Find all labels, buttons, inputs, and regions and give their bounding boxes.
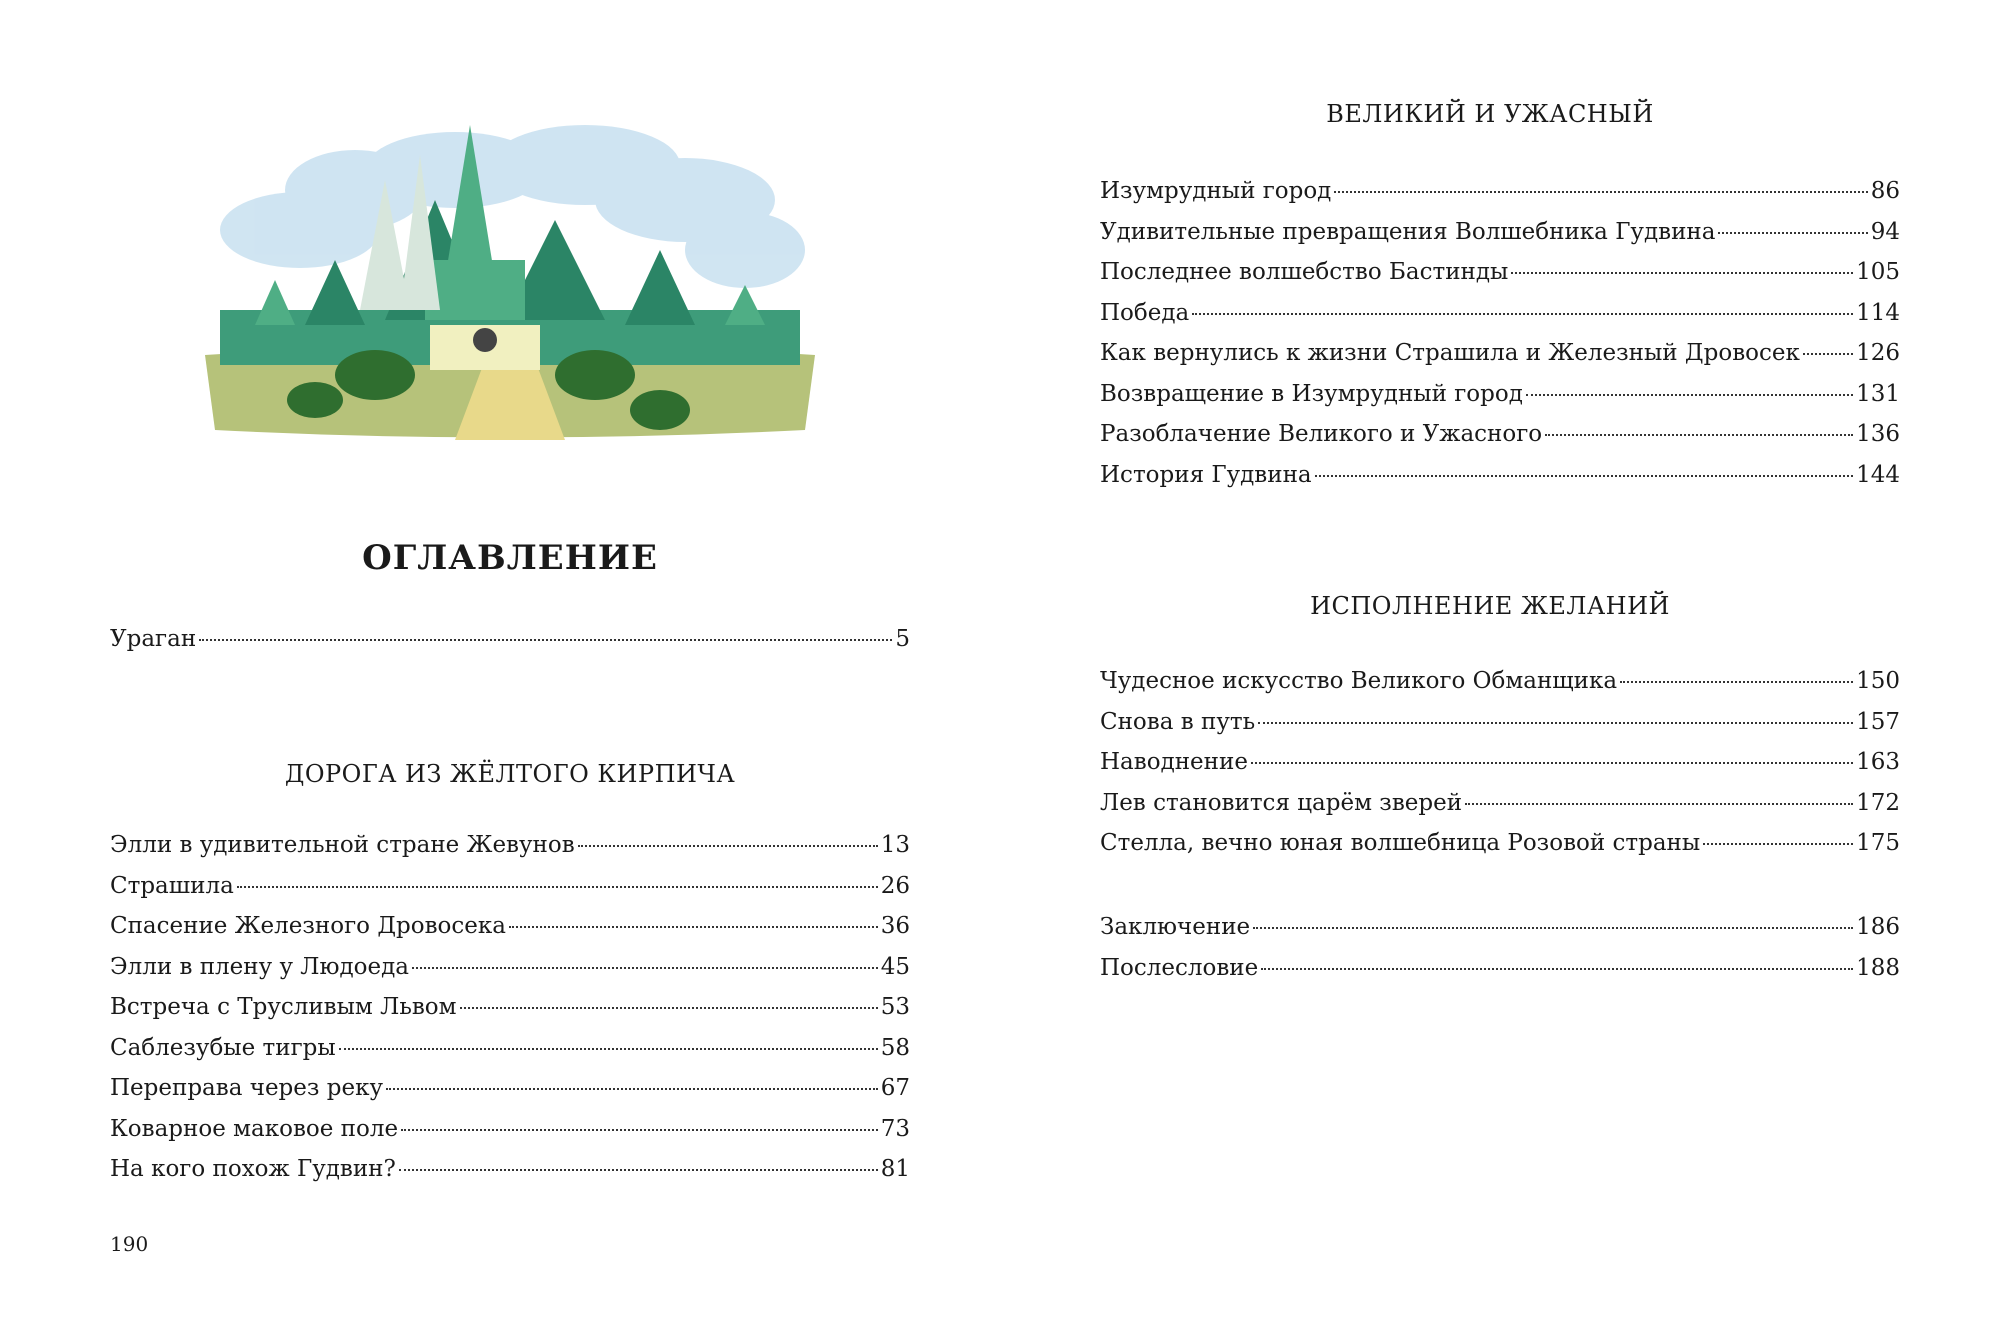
toc-entry-title: Послесловие [1100, 954, 1259, 981]
toc-closing-list [1100, 914, 1900, 995]
toc-entry[interactable] [1100, 421, 1900, 462]
toc-entry-title: Чудесное искусство Великого Обманщика [1100, 668, 1618, 694]
toc-leader-dots [1251, 762, 1853, 764]
toc-entry[interactable] [110, 913, 910, 954]
toc-entry-page: 188 [1856, 954, 1900, 981]
toc-entry-page: 126 [1856, 340, 1900, 366]
page-number: 190 [110, 1232, 149, 1256]
toc-entry[interactable] [110, 626, 910, 667]
toc-entry-page: 67 [880, 1075, 910, 1101]
toc-entry-title: Ураган [110, 626, 197, 652]
toc-entry-title: Разоблачение Великого и Ужасного [1100, 421, 1543, 447]
toc-entry[interactable] [1100, 340, 1900, 381]
toc-entry-page: 163 [1856, 749, 1900, 775]
toc-entry[interactable] [1100, 381, 1900, 422]
toc-entry-title: Изумрудный город [1100, 178, 1332, 204]
toc-entry[interactable] [1100, 219, 1900, 260]
toc-section-2-list [1100, 178, 1900, 502]
toc-leader-dots [412, 967, 878, 969]
toc-entry-title: Стелла, вечно юная волшебница Розовой страны [1100, 830, 1701, 856]
toc-entry[interactable] [1100, 955, 1900, 996]
toc-leader-dots [460, 1007, 878, 1009]
toc-entry-title: Встреча с Трусливым Львом [110, 994, 457, 1020]
toc-entry[interactable] [1100, 259, 1900, 300]
toc-leader-dots [1258, 722, 1853, 724]
toc-leader-dots [199, 639, 892, 641]
toc-section-1-list [110, 832, 910, 1197]
toc-entry[interactable] [110, 832, 910, 873]
toc-entry-title: Последнее волшебство Бастинды [1100, 259, 1509, 285]
toc-leader-dots [1261, 968, 1853, 970]
section-heading: ВЕЛИКИЙ И УЖАСНЫЙ [1326, 100, 1654, 128]
toc-entry-page: 175 [1856, 830, 1900, 856]
toc-leader-dots [339, 1048, 878, 1050]
toc-leader-dots [1253, 927, 1853, 929]
toc-entry-title: Саблезубые тигры [110, 1034, 336, 1061]
toc-entry-page: 73 [880, 1115, 910, 1142]
toc-entry[interactable] [110, 1035, 910, 1076]
toc-entry-title: Страшила [110, 872, 234, 899]
toc-entry-page: 131 [1856, 380, 1900, 407]
toc-entry-title: Спасение Железного Дровосека [110, 913, 506, 939]
toc-entry-title: Заключение [1100, 914, 1251, 940]
toc-leader-dots [578, 845, 878, 847]
toc-entry-page: 136 [1856, 421, 1900, 447]
toc-entry[interactable] [110, 954, 910, 995]
toc-entry[interactable] [110, 994, 910, 1035]
toc-leader-dots [237, 886, 878, 888]
toc-entry-title: Возвращение в Изумрудный город [1100, 380, 1523, 407]
toc-leader-dots [1334, 191, 1867, 193]
toc-entry-title: Коварное маковое поле [110, 1115, 399, 1142]
toc-section-3-list [1100, 668, 1900, 871]
toc-entry-page: 53 [880, 994, 910, 1020]
toc-entry-title: Как вернулись к жизни Страшила и Железный Дровосек [1100, 340, 1800, 366]
toc-leader-dots [401, 1129, 878, 1131]
toc-leader-dots [1315, 475, 1853, 477]
toc-entry-title: История Гудвина [1100, 461, 1312, 488]
toc-title: ОГЛАВЛЕНИЕ [362, 538, 658, 578]
section-heading: ИСПОЛНЕНИЕ ЖЕЛАНИЙ [1310, 592, 1670, 620]
toc-entry-page: 81 [880, 1156, 910, 1182]
toc-leader-dots [1545, 434, 1853, 436]
toc-leader-dots [1511, 272, 1853, 274]
toc-entry-title: Лев становится царём зверей [1100, 789, 1463, 816]
toc-leader-dots [1192, 313, 1853, 315]
toc-entry-page: 36 [880, 913, 910, 939]
toc-entry-title: Элли в плену у Людоеда [110, 953, 409, 980]
toc-leader-dots [1620, 681, 1853, 683]
toc-entry-page: 150 [1856, 668, 1900, 694]
toc-entry[interactable] [1100, 709, 1900, 750]
toc-entry-page: 105 [1856, 259, 1900, 285]
toc-entry[interactable] [1100, 300, 1900, 341]
toc-entry[interactable] [110, 873, 910, 914]
toc-entry[interactable] [1100, 830, 1900, 871]
toc-entry[interactable] [1100, 914, 1900, 955]
toc-entry[interactable] [110, 1075, 910, 1116]
toc-entry-page: 58 [880, 1034, 910, 1061]
toc-entry-page: 45 [880, 953, 910, 980]
toc-entry-page: 186 [1856, 914, 1900, 940]
toc-entry-title: Наводнение [1100, 749, 1248, 775]
toc-entry[interactable] [110, 1156, 910, 1197]
toc-entry-title: Элли в удивительной стране Жевунов [110, 832, 575, 858]
right-page [1000, 0, 2000, 1333]
toc-leader-dots [1718, 232, 1867, 234]
toc-entry[interactable] [110, 1116, 910, 1157]
toc-entry-page: 26 [880, 872, 910, 899]
toc-leader-dots [386, 1088, 878, 1090]
toc-entry-title: Переправа через реку [110, 1075, 383, 1101]
toc-entry-title: На кого похож Гудвин? [110, 1156, 396, 1182]
toc-leader-dots [1703, 843, 1853, 845]
toc-leader-dots [509, 926, 878, 928]
toc-entry-title: Победа [1100, 299, 1190, 326]
toc-entry[interactable] [1100, 178, 1900, 219]
toc-entry-page: 86 [1870, 178, 1900, 204]
toc-entry-page: 172 [1856, 789, 1900, 816]
toc-entry[interactable] [1100, 790, 1900, 831]
toc-entry[interactable] [1100, 462, 1900, 503]
toc-leader-dots [1465, 803, 1853, 805]
emerald-city-illustration [205, 110, 815, 440]
toc-entry-page: 13 [880, 832, 910, 858]
toc-entry[interactable] [1100, 749, 1900, 790]
toc-intro-list [110, 626, 910, 667]
toc-entry-page: 157 [1856, 708, 1900, 735]
toc-entry-page: 114 [1856, 299, 1900, 326]
toc-leader-dots [399, 1169, 878, 1171]
toc-entry-page: 144 [1856, 461, 1900, 488]
section-heading: ДОРОГА ИЗ ЖЁЛТОГО КИРПИЧА [284, 760, 736, 788]
toc-leader-dots [1526, 394, 1853, 396]
toc-leader-dots [1803, 353, 1853, 355]
toc-entry-page: 5 [895, 626, 910, 652]
toc-entry[interactable] [1100, 668, 1900, 709]
toc-entry-title: Снова в путь [1100, 708, 1256, 735]
toc-entry-title: Удивительные превращения Волшебника Гудвина [1100, 218, 1716, 245]
toc-entry-page: 94 [1870, 218, 1900, 245]
